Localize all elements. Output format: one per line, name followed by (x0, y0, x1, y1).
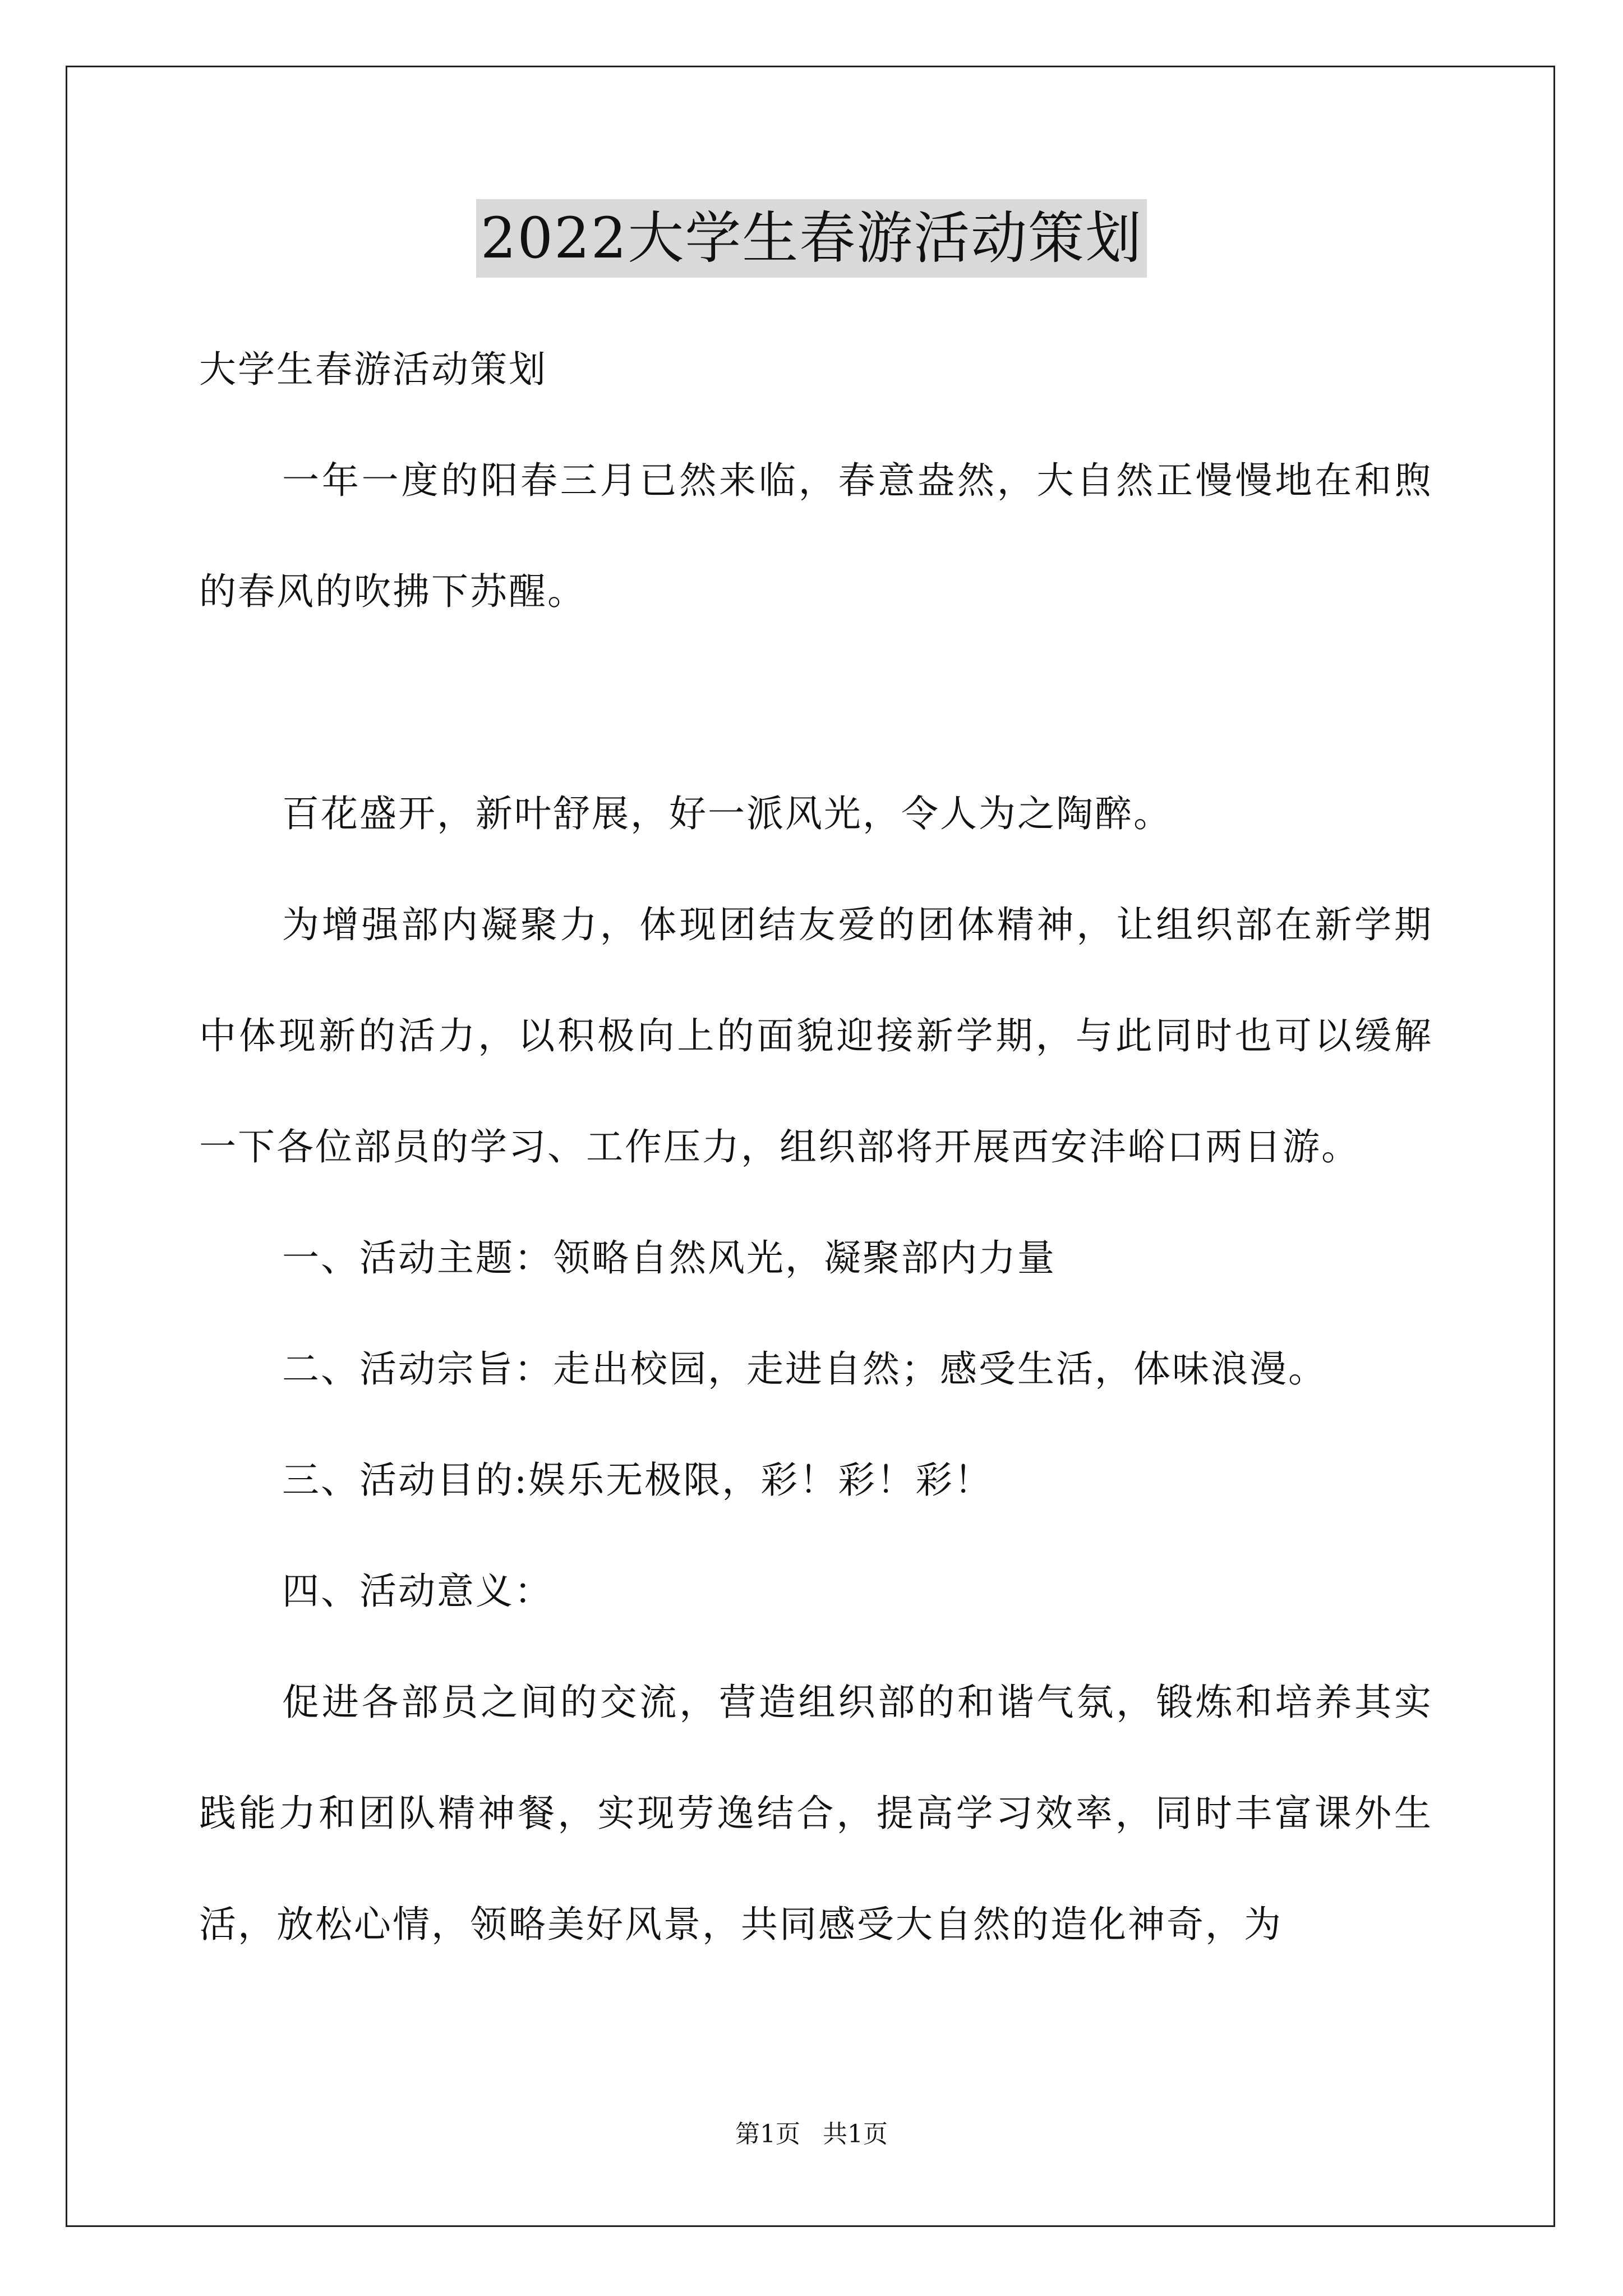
document-title: 2022大学生春游活动策划 (476, 199, 1147, 278)
paragraph-goal: 三、活动目的:娱乐无极限，彩！彩！彩！ (282, 1458, 993, 1502)
page-total: 共1页 (823, 2120, 888, 2148)
page-footer (0, 2118, 1623, 2151)
paragraph-purpose: 为增强部内凝聚力，体现团结友爱的团体精神，让组织部在新学期中体现新的活力，以积极向上的面貌迎接新学期，与此同时也可以缓解一下各位部员的学习、工作压力，组织部将开展西安沣峪口两日游。 (199, 903, 1433, 1168)
paragraph-significance: 促进各部员之间的交流，营造组织部的和谐气氛，锻炼和培养其实践能力和团队精神餐，实现劳逸结合，提高学习效率，同时丰富课外生活，放松心情，领略美好风景，共同感受大自然的造化神奇，为 (199, 1681, 1433, 1946)
paragraph-theme: 一、活动主题：领略自然风光，凝聚部内力量 (282, 1236, 1056, 1280)
paragraph-aim: 二、活动宗旨：走出校园，走进自然；感受生活，体味浪漫。 (282, 1347, 1327, 1391)
paragraph-intro: 一年一度的阳春三月已然来临，春意盎然，大自然正慢慢地在和煦的春风的吹拂下苏醒。 (199, 459, 1433, 613)
title-wrap (0, 199, 1623, 278)
paragraph-flowers: 百花盛开，新叶舒展，好一派风光，令人为之陶醉。 (282, 792, 1172, 835)
paragraph-gap (199, 647, 1433, 758)
paragraph-significance-heading: 四、活动意义： (282, 1570, 553, 1613)
page-number: 第1页 (735, 2120, 800, 2148)
document-body (199, 314, 1433, 1980)
paragraph-subtitle: 大学生春游活动策划 (199, 348, 547, 391)
